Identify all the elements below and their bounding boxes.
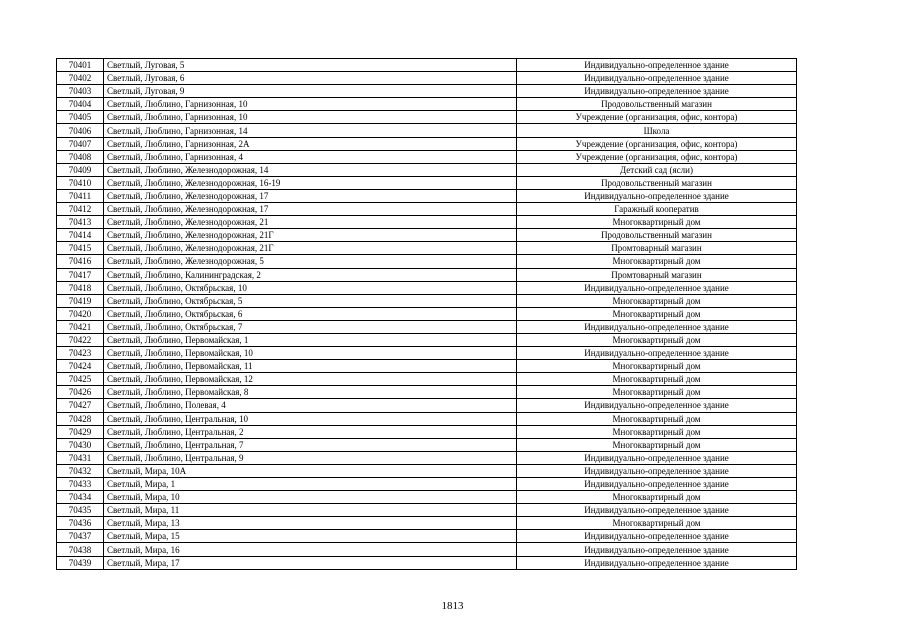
table-row <box>57 163 797 176</box>
object-type-cell: Индивидуально-определенное здание <box>517 399 797 412</box>
table-row <box>57 150 797 163</box>
table-row <box>57 451 797 464</box>
object-type-cell: Учреждение (организация, офис, контора) <box>517 137 797 150</box>
address-cell: Светлый, Люблино, Центральная, 9 <box>104 451 517 464</box>
address-cell: Светлый, Люблино, Первомайская, 1 <box>104 333 517 346</box>
row-id-cell: 70432 <box>57 464 104 477</box>
row-id-cell: 70405 <box>57 111 104 124</box>
row-id-cell: 70406 <box>57 124 104 137</box>
row-id-cell: 70407 <box>57 137 104 150</box>
object-type-cell: Индивидуально-определенное здание <box>517 189 797 202</box>
object-type-cell: Индивидуально-определенное здание <box>517 556 797 569</box>
address-cell: Светлый, Люблино, Железнодорожная, 16-19 <box>104 176 517 189</box>
row-id-cell: 70438 <box>57 543 104 556</box>
address-cell: Светлый, Люблино, Железнодорожная, 17 <box>104 203 517 216</box>
row-id-cell: 70418 <box>57 281 104 294</box>
address-cell: Светлый, Люблино, Октябрьская, 7 <box>104 320 517 333</box>
table-row <box>57 307 797 320</box>
row-id-cell: 70421 <box>57 320 104 333</box>
table-row <box>57 281 797 294</box>
table-row <box>57 320 797 333</box>
object-type-cell: Индивидуально-определенное здание <box>517 320 797 333</box>
object-type-cell: Учреждение (организация, офис, контора) <box>517 111 797 124</box>
row-id-cell: 70420 <box>57 307 104 320</box>
table-row <box>57 85 797 98</box>
address-cell: Светлый, Люблино, Октябрьская, 5 <box>104 294 517 307</box>
address-cell: Светлый, Мира, 11 <box>104 504 517 517</box>
address-cell: Светлый, Люблино, Первомайская, 11 <box>104 360 517 373</box>
object-type-cell: Индивидуально-определенное здание <box>517 504 797 517</box>
address-cell: Светлый, Люблино, Центральная, 10 <box>104 412 517 425</box>
row-id-cell: 70425 <box>57 373 104 386</box>
table-row <box>57 333 797 346</box>
table-row <box>57 556 797 569</box>
row-id-cell: 70403 <box>57 85 104 98</box>
table-row <box>57 59 797 72</box>
table-row <box>57 360 797 373</box>
address-cell: Светлый, Люблино, Железнодорожная, 17 <box>104 189 517 202</box>
address-cell: Светлый, Луговая, 5 <box>104 59 517 72</box>
table-row <box>57 216 797 229</box>
table-row <box>57 464 797 477</box>
table-row <box>57 229 797 242</box>
address-cell: Светлый, Люблино, Первомайская, 12 <box>104 373 517 386</box>
address-cell: Светлый, Люблино, Гарнизонная, 14 <box>104 124 517 137</box>
object-type-cell: Продовольственный магазин <box>517 176 797 189</box>
table-row <box>57 530 797 543</box>
address-cell: Светлый, Мира, 17 <box>104 556 517 569</box>
table-row <box>57 98 797 111</box>
address-cell: Светлый, Люблино, Центральная, 7 <box>104 438 517 451</box>
table-row <box>57 176 797 189</box>
object-type-cell: Индивидуально-определенное здание <box>517 478 797 491</box>
object-type-cell: Многоквартирный дом <box>517 438 797 451</box>
row-id-cell: 70414 <box>57 229 104 242</box>
row-id-cell: 70435 <box>57 504 104 517</box>
table-row <box>57 111 797 124</box>
object-type-cell: Многоквартирный дом <box>517 294 797 307</box>
object-type-cell: Продовольственный магазин <box>517 229 797 242</box>
address-cell: Светлый, Люблино, Центральная, 2 <box>104 425 517 438</box>
object-type-cell: Многоквартирный дом <box>517 373 797 386</box>
table-row <box>57 347 797 360</box>
address-cell: Светлый, Мира, 1 <box>104 478 517 491</box>
object-type-cell: Многоквартирный дом <box>517 412 797 425</box>
row-id-cell: 70423 <box>57 347 104 360</box>
row-id-cell: 70413 <box>57 216 104 229</box>
object-type-cell: Многоквартирный дом <box>517 491 797 504</box>
address-cell: Светлый, Люблино, Октябрьская, 6 <box>104 307 517 320</box>
table-row <box>57 137 797 150</box>
object-type-cell: Многоквартирный дом <box>517 307 797 320</box>
object-type-cell: Многоквартирный дом <box>517 360 797 373</box>
row-id-cell: 70404 <box>57 98 104 111</box>
object-type-cell: Промтоварный магазин <box>517 242 797 255</box>
table-row <box>57 517 797 530</box>
object-type-cell: Гаражный кооператив <box>517 203 797 216</box>
row-id-cell: 70429 <box>57 425 104 438</box>
object-type-cell: Учреждение (организация, офис, контора) <box>517 150 797 163</box>
table-row <box>57 373 797 386</box>
row-id-cell: 70433 <box>57 478 104 491</box>
table-row <box>57 386 797 399</box>
address-cell: Светлый, Луговая, 6 <box>104 72 517 85</box>
address-cell: Светлый, Мира, 10А <box>104 464 517 477</box>
row-id-cell: 70427 <box>57 399 104 412</box>
table-row <box>57 268 797 281</box>
object-type-cell: Школа <box>517 124 797 137</box>
table-row <box>57 72 797 85</box>
row-id-cell: 70417 <box>57 268 104 281</box>
address-cell: Светлый, Люблино, Октябрьская, 10 <box>104 281 517 294</box>
table-row <box>57 504 797 517</box>
row-id-cell: 70409 <box>57 163 104 176</box>
address-cell: Светлый, Люблино, Первомайская, 8 <box>104 386 517 399</box>
object-type-cell: Индивидуально-определенное здание <box>517 85 797 98</box>
table-row <box>57 412 797 425</box>
row-id-cell: 70416 <box>57 255 104 268</box>
address-cell: Светлый, Мира, 10 <box>104 491 517 504</box>
table-row <box>57 478 797 491</box>
table-row <box>57 242 797 255</box>
address-cell: Светлый, Люблино, Гарнизонная, 2А <box>104 137 517 150</box>
table-row <box>57 438 797 451</box>
row-id-cell: 70434 <box>57 491 104 504</box>
document-sheet <box>56 58 797 570</box>
row-id-cell: 70430 <box>57 438 104 451</box>
table-row <box>57 399 797 412</box>
table-row <box>57 255 797 268</box>
row-id-cell: 70439 <box>57 556 104 569</box>
address-cell: Светлый, Люблино, Гарнизонная, 10 <box>104 111 517 124</box>
address-cell: Светлый, Люблино, Гарнизонная, 10 <box>104 98 517 111</box>
row-id-cell: 70415 <box>57 242 104 255</box>
address-cell: Светлый, Люблино, Гарнизонная, 4 <box>104 150 517 163</box>
row-id-cell: 70422 <box>57 333 104 346</box>
object-type-cell: Продовольственный магазин <box>517 98 797 111</box>
row-id-cell: 70424 <box>57 360 104 373</box>
address-cell: Светлый, Люблино, Железнодорожная, 14 <box>104 163 517 176</box>
address-cell: Светлый, Люблино, Полевая, 4 <box>104 399 517 412</box>
object-type-cell: Многоквартирный дом <box>517 517 797 530</box>
row-id-cell: 70428 <box>57 412 104 425</box>
address-cell: Светлый, Мира, 13 <box>104 517 517 530</box>
row-id-cell: 70401 <box>57 59 104 72</box>
table-row <box>57 491 797 504</box>
address-cell: Светлый, Люблино, Железнодорожная, 21 <box>104 216 517 229</box>
object-type-cell: Индивидуально-определенное здание <box>517 72 797 85</box>
address-cell: Светлый, Люблино, Железнодорожная, 21Г <box>104 229 517 242</box>
object-type-cell: Индивидуально-определенное здание <box>517 530 797 543</box>
row-id-cell: 70436 <box>57 517 104 530</box>
page-number: 1813 <box>441 600 464 612</box>
table-row <box>57 543 797 556</box>
row-id-cell: 70412 <box>57 203 104 216</box>
address-cell: Светлый, Люблино, Железнодорожная, 21Г <box>104 242 517 255</box>
address-cell: Светлый, Луговая, 9 <box>104 85 517 98</box>
address-cell: Светлый, Люблино, Первомайская, 10 <box>104 347 517 360</box>
table-row <box>57 425 797 438</box>
row-id-cell: 70437 <box>57 530 104 543</box>
object-type-cell: Многоквартирный дом <box>517 216 797 229</box>
object-type-cell: Индивидуально-определенное здание <box>517 281 797 294</box>
row-id-cell: 70426 <box>57 386 104 399</box>
object-type-cell: Многоквартирный дом <box>517 386 797 399</box>
table-body <box>57 59 797 570</box>
address-cell: Светлый, Люблино, Железнодорожная, 5 <box>104 255 517 268</box>
row-id-cell: 70419 <box>57 294 104 307</box>
object-type-cell: Многоквартирный дом <box>517 255 797 268</box>
property-table <box>56 58 797 570</box>
object-type-cell: Индивидуально-определенное здание <box>517 59 797 72</box>
address-cell: Светлый, Люблино, Калининградская, 2 <box>104 268 517 281</box>
object-type-cell: Детский сад (ясли) <box>517 163 797 176</box>
row-id-cell: 70431 <box>57 451 104 464</box>
object-type-cell: Многоквартирный дом <box>517 425 797 438</box>
row-id-cell: 70411 <box>57 189 104 202</box>
address-cell: Светлый, Мира, 16 <box>104 543 517 556</box>
object-type-cell: Индивидуально-определенное здание <box>517 347 797 360</box>
table-row <box>57 189 797 202</box>
table-row <box>57 294 797 307</box>
object-type-cell: Многоквартирный дом <box>517 333 797 346</box>
row-id-cell: 70408 <box>57 150 104 163</box>
object-type-cell: Индивидуально-определенное здание <box>517 464 797 477</box>
object-type-cell: Промтоварный магазин <box>517 268 797 281</box>
row-id-cell: 70410 <box>57 176 104 189</box>
row-id-cell: 70402 <box>57 72 104 85</box>
table-row <box>57 124 797 137</box>
object-type-cell: Индивидуально-определенное здание <box>517 451 797 464</box>
object-type-cell: Индивидуально-определенное здание <box>517 543 797 556</box>
table-row <box>57 203 797 216</box>
address-cell: Светлый, Мира, 15 <box>104 530 517 543</box>
